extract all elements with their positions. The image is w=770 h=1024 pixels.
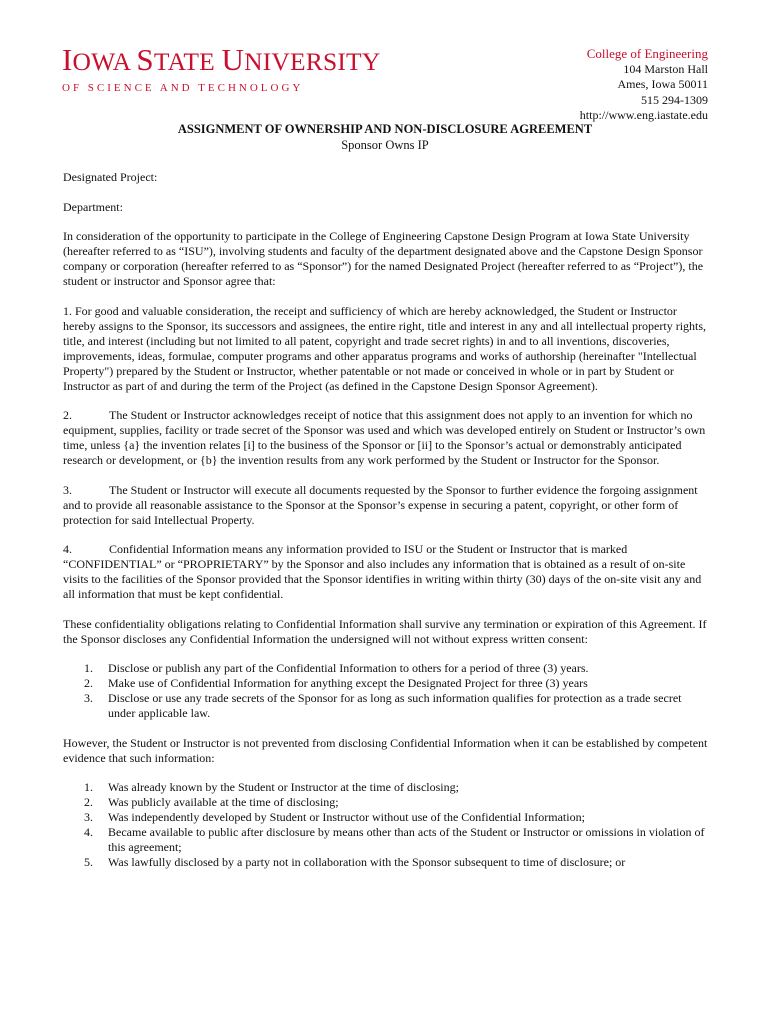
designated-project-field: Designated Project:: [63, 170, 158, 184]
document-title: ASSIGNMENT OF OWNERSHIP AND NON-DISCLOSURE AGREEMENT: [177, 122, 593, 136]
clause-3: [63, 483, 708, 528]
clause-2-text: The Student or Instructor acknowledges receipt of notice that this assignment does not apply to an invention for which no equipment, supplies, facility or trade secret of the Sponsor was used and which was developed entirely on Student or Instructor’s own time, unless {a} the invention relates [i] to the business of the Sponsor or [ii] to the Sponsor’s actual or demonstrably anticipated research or development, or {b} the invention results from any work performed by the Student or Instructor for the Sponsor.: [63, 408, 706, 467]
address-line-1: 104 Marston Hall: [623, 61, 708, 76]
list-item: 4. Became available to public after disclosure by means other than acts of the Student or Instructor or omissions in violation of this agreement;: [84, 825, 705, 854]
intro-paragraph: In consideration of the opportunity to participate in the College of Engineering Capstone Design Program at Iowa State University (hereafter referred to as “ISU”), involving students and faculty of the department designated above and the Capstone Design Sponsor company or corporation (hereafter referred to as “Sponsor”) for the named Designated Project (hereafter referred to as “Project”), the student or instructor and Sponsor agree that:: [63, 229, 704, 288]
document-body: [63, 170, 708, 885]
college-name: College of Engineering: [586, 46, 708, 61]
logo-wordmark: IOWA STATE UNIVERSITY: [62, 42, 381, 77]
website-url: http://www.eng.iastate.edu: [579, 108, 708, 122]
clause-1: 1. For good and valuable consideration, the receipt and sufficiency of which are hereby acknowledged, the Student or Instructor hereby assigns to the Sponsor, its successors and assignees, the entire right, title and interest in any and all intellectual property rights, title, and interest (including but not limited to all patent, copyright and trade secret rights) in and to all inventions, discoveries, improvements, ideas, formulae, computer programs and other apparatus programs and works of authorship (hereinafter "Intellectual Property") prepared by the Student or Instructor, whether patentable or not made or conceived in whole or in part by Student or Instructor as part of and during the term of the Project (as defined in the Capstone Design Sponsor Agreement).: [63, 303, 707, 393]
clause-4: [63, 542, 708, 602]
university-logo: [62, 44, 380, 94]
clause-4-number: 4.: [63, 542, 72, 556]
college-address: [580, 46, 708, 124]
phone-number: 515 294-1309: [641, 92, 708, 107]
logo-tagline: OF SCIENCE AND TECHNOLOGY: [62, 82, 304, 94]
clause-2: [63, 408, 708, 468]
address-line-2: Ames, Iowa 50011: [617, 77, 708, 91]
confidentiality-paragraph: These confidentiality obligations relating to Confidential Information shall survive any termination or expiration of this Agreement. If the Sponsor discloses any Confidential Information the undersigned will not without express written consent:: [63, 616, 707, 646]
clause-2-number: 2.: [63, 408, 72, 422]
exceptions-list: [63, 780, 708, 870]
clause-3-text: The Student or Instructor will execute all documents requested by the Sponsor to further evidence the forgoing assignment and to provide all reasonable assistance to the Sponsor at the Sponsor’s expense in securing a patent, copyright, or other form of protection for said Intellectual Property.: [63, 482, 698, 527]
list-item: 2. Was publicly available at the time of disclosing;: [84, 795, 339, 809]
department-field: Department:: [63, 199, 123, 214]
list-item: 1. Was already known by the Student or Instructor at the time of disclosing;: [84, 780, 459, 794]
list-item: 1. Disclose or publish any part of the Confidential Information to others for a period of three (3) years.: [84, 661, 589, 675]
list-item: 3. Was independently developed by Student or Instructor without use of the Confidential Information;: [84, 810, 585, 824]
clause-4-text: Confidential Information means any information provided to ISU or the Student or Instructor that is marked “CONFIDENTIAL” or “PROPRIETARY” by the Sponsor and also includes any information that is obtained as a result of on-site visits to the facilities of the Sponsor provided that the Sponsor identifies in writing within thirty (30) days of the on-site visit any and all information that must be kept confidential.: [63, 542, 702, 601]
obligations-list: [63, 661, 708, 721]
document-subtitle: Sponsor Owns IP: [341, 138, 429, 152]
list-item: 3. Disclose or use any trade secrets of the Sponsor for as long as such information qualifies for protection as a trade secret under applicable law.: [84, 691, 682, 720]
list-item: 2. Make use of Confidential Information for anything except the Designated Project for three (3) years: [84, 676, 588, 690]
however-paragraph: However, the Student or Instructor is not prevented from disclosing Confidential Information when it can be established by competent evidence that such information:: [63, 735, 708, 765]
clause-3-number: 3.: [63, 482, 72, 497]
list-item: 5. Was lawfully disclosed by a party not in collaboration with the Sponsor subsequent to time of disclosure; or: [84, 855, 626, 869]
